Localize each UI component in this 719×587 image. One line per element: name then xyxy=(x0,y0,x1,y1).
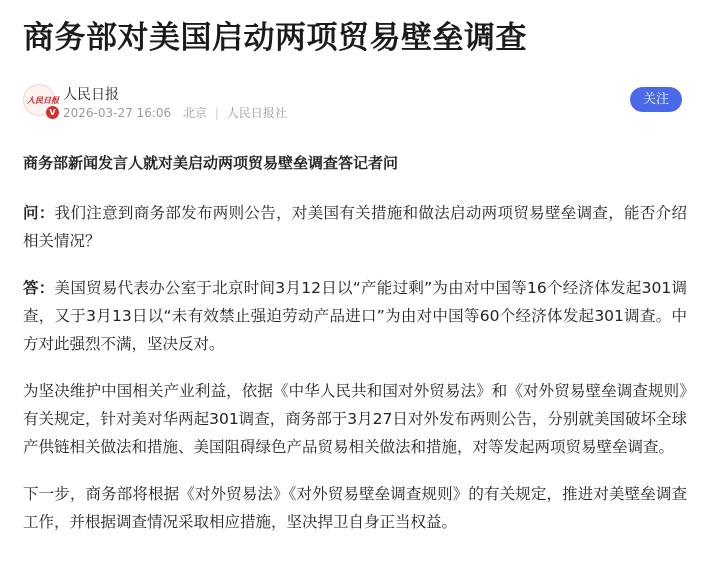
answer-label: 答： xyxy=(23,279,55,297)
source-logo: 人民日报 xyxy=(27,95,59,105)
author-bar xyxy=(23,84,695,124)
paragraph-3: 为坚决维护中国相关产业利益，依据《中华人民共和国对外贸易法》和《对外贸易壁垒调查规则》有关规定，针对美对华两起301调查，商务部于3月27日对外发布两则公告，分别就美国破坏全球产供链相关做法和措施、美国阻碍绿色产品贸易相关做法和措施，对等发起两项贸易壁垒调查。 xyxy=(23,382,687,456)
question-label: 问： xyxy=(23,204,55,222)
article-body xyxy=(23,151,687,555)
answer-text: 美国贸易代表办公室于北京时间3月12日以“产能过剩”为由对中国等16个经济体发起301调查，又于3月13日以“未有效禁止强迫劳动产品进口”为由对中国等60个经济体发起301调查。中方对此强烈不满，坚决反对。 xyxy=(23,279,687,353)
follow-button[interactable]: 关注 xyxy=(630,87,682,112)
article-lead: 商务部新闻发言人就对美启动两项贸易壁垒调查答记者问 xyxy=(23,154,399,172)
source-avatar[interactable] xyxy=(23,84,59,117)
meta-divider: | xyxy=(214,106,219,120)
question-paragraph xyxy=(23,199,687,255)
author-name[interactable]: 人民日报 xyxy=(63,87,119,103)
publish-info xyxy=(63,104,287,121)
publisher-name: 人民日报社 xyxy=(226,106,287,120)
verified-icon: V xyxy=(45,105,60,120)
paragraph-4: 下一步，商务部将根据《对外贸易法》《对外贸易壁垒调查规则》的有关规定，推进对美壁垒调查工作，并根据调查情况采取相应措施，坚决捍卫自身正当权益。 xyxy=(23,485,687,531)
answer-paragraph xyxy=(23,274,687,358)
article-title: 商务部对美国启动两项贸易壁垒调查 xyxy=(23,20,527,56)
publish-date: 2026-03-27 16:06 xyxy=(63,106,172,120)
question-text: 我们注意到商务部发布两则公告，对美国有关措施和做法启动两项贸易壁垒调查，能否介绍相关情况？ xyxy=(23,204,687,250)
publish-location: 北京 xyxy=(182,106,207,120)
